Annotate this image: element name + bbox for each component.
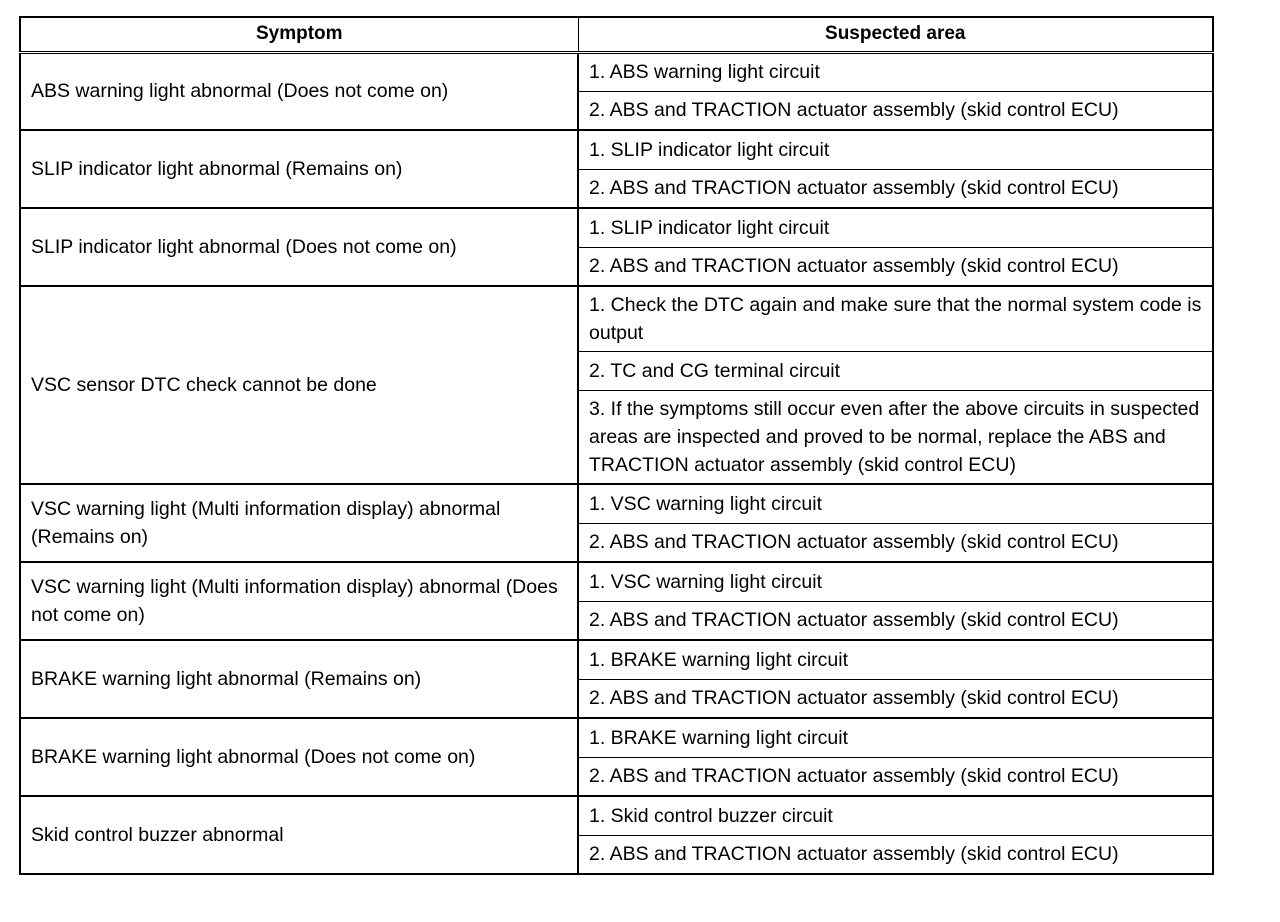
- header-suspected-area: Suspected area: [578, 17, 1213, 52]
- table-row: [20, 286, 1213, 352]
- suspected-area-cell: 2. ABS and TRACTION actuator assembly (skid control ECU): [578, 757, 1213, 796]
- table-row: [20, 208, 1213, 247]
- symptom-cell: Skid control buzzer abnormal: [20, 796, 578, 874]
- table-row: [20, 130, 1213, 169]
- symptom-table: [19, 16, 1214, 875]
- suspected-area-cell: 2. ABS and TRACTION actuator assembly (skid control ECU): [578, 523, 1213, 562]
- suspected-area-cell: 2. ABS and TRACTION actuator assembly (skid control ECU): [578, 679, 1213, 718]
- suspected-area-cell: 1. SLIP indicator light circuit: [578, 130, 1213, 169]
- symptom-cell: VSC warning light (Multi information display) abnormal (Does not come on): [20, 562, 578, 640]
- suspected-area-cell: 1. SLIP indicator light circuit: [578, 208, 1213, 247]
- table-row: [20, 52, 1213, 91]
- suspected-area-cell: 1. ABS warning light circuit: [578, 52, 1213, 91]
- table-header: [20, 17, 1213, 52]
- suspected-area-cell: 2. TC and CG terminal circuit: [578, 352, 1213, 391]
- suspected-area-cell: 3. If the symptoms still occur even after the above circuits in suspected areas are inspected and proved to be normal, replace the ABS and TRACTION actuator assembly (skid control ECU): [578, 391, 1213, 485]
- header-row: [20, 17, 1213, 52]
- suspected-area-cell: 2. ABS and TRACTION actuator assembly (skid control ECU): [578, 169, 1213, 208]
- suspected-area-cell: 1. BRAKE warning light circuit: [578, 718, 1213, 757]
- symptom-cell: VSC warning light (Multi information display) abnormal (Remains on): [20, 484, 578, 562]
- suspected-area-cell: 2. ABS and TRACTION actuator assembly (skid control ECU): [578, 835, 1213, 874]
- symptom-cell: SLIP indicator light abnormal (Does not come on): [20, 208, 578, 286]
- table-row: [20, 640, 1213, 679]
- table-row: [20, 718, 1213, 757]
- suspected-area-cell: 1. Skid control buzzer circuit: [578, 796, 1213, 835]
- symptom-cell: VSC sensor DTC check cannot be done: [20, 286, 578, 484]
- suspected-area-cell: 2. ABS and TRACTION actuator assembly (skid control ECU): [578, 601, 1213, 640]
- suspected-area-cell: 1. VSC warning light circuit: [578, 484, 1213, 523]
- suspected-area-cell: 1. Check the DTC again and make sure that the normal system code is output: [578, 286, 1213, 352]
- table-row: [20, 562, 1213, 601]
- header-symptom: Symptom: [20, 17, 578, 52]
- table-body: [20, 52, 1213, 874]
- table-row: [20, 484, 1213, 523]
- suspected-area-cell: 2. ABS and TRACTION actuator assembly (skid control ECU): [578, 91, 1213, 130]
- suspected-area-cell: 1. VSC warning light circuit: [578, 562, 1213, 601]
- symptom-cell: ABS warning light abnormal (Does not come on): [20, 52, 578, 130]
- suspected-area-cell: 2. ABS and TRACTION actuator assembly (skid control ECU): [578, 247, 1213, 286]
- symptom-cell: SLIP indicator light abnormal (Remains on): [20, 130, 578, 208]
- table-row: [20, 796, 1213, 835]
- symptom-cell: BRAKE warning light abnormal (Does not come on): [20, 718, 578, 796]
- suspected-area-cell: 1. BRAKE warning light circuit: [578, 640, 1213, 679]
- symptom-cell: BRAKE warning light abnormal (Remains on): [20, 640, 578, 718]
